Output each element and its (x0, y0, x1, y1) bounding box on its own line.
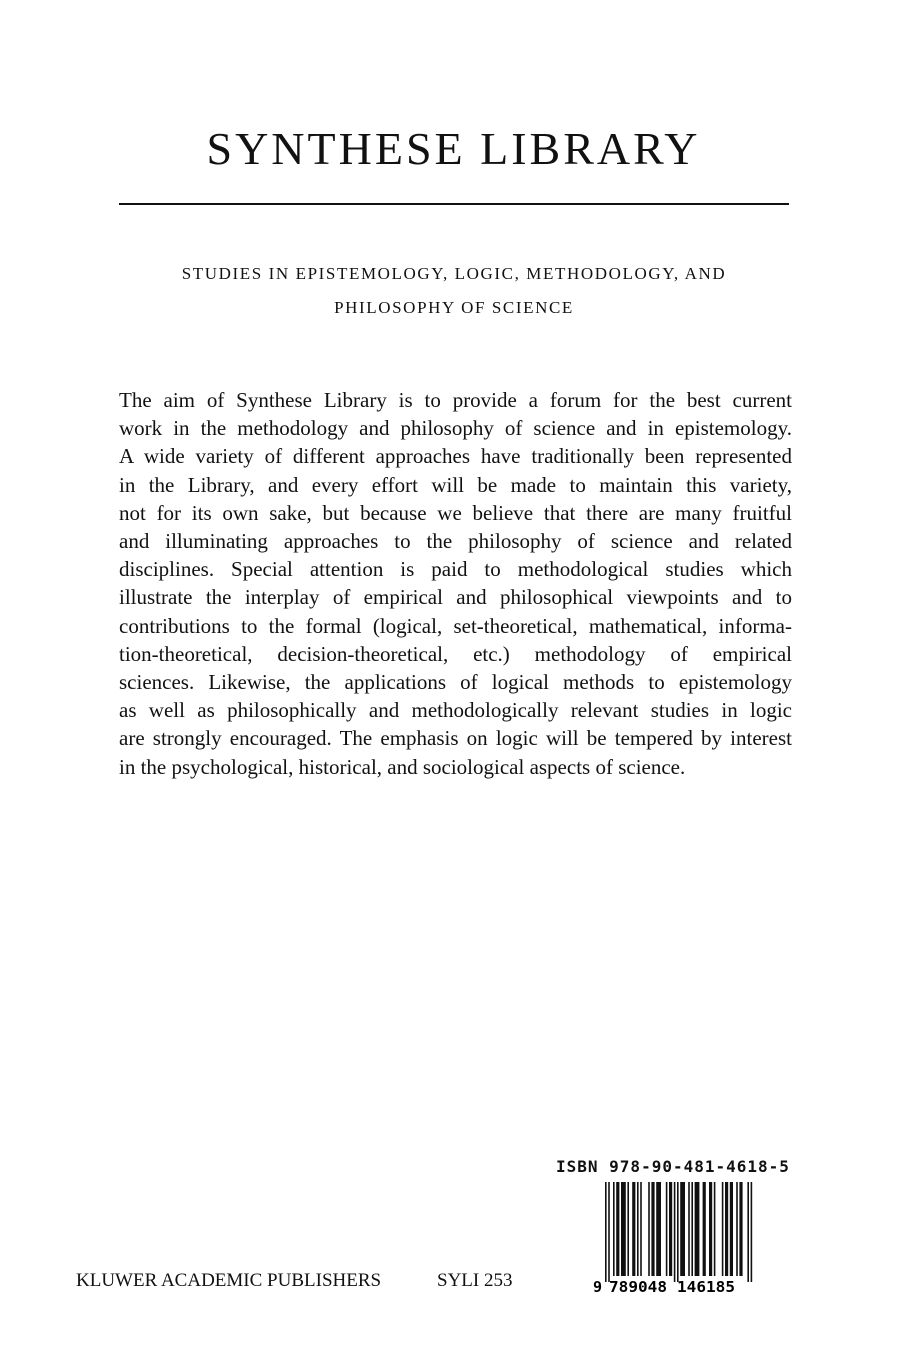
description-line: and illuminating approaches to the philosophy of science and related (119, 529, 792, 554)
barcode-bar (703, 1182, 706, 1276)
description-line: The aim of Synthese Library is to provide a forum for the best current (119, 388, 792, 412)
description-line: sciences. Likewise, the applications of logical methods to epistemology (119, 670, 792, 695)
barcode-bar (714, 1182, 716, 1276)
description-line: A wide variety of different approaches have traditionally been represented (119, 444, 792, 469)
barcode-bar (722, 1182, 724, 1276)
barcode-bar (637, 1182, 639, 1276)
series-description (119, 386, 792, 781)
description-line: illustrate the interplay of empirical and philosophical viewpoints and to (119, 585, 792, 610)
barcode-bar (632, 1182, 635, 1276)
isbn-label: ISBN 978-90-481-4618-5 (556, 1157, 790, 1176)
barcode-bar (677, 1182, 679, 1282)
barcode-bar (736, 1182, 738, 1276)
description-line: tion-theoretical, decision-theoretical, etc.) methodology of empirical (119, 641, 792, 666)
description-line: as well as philosophically and methodologically relevant studies in logic (119, 698, 792, 723)
series-code: SYLI 253 (437, 1270, 513, 1291)
barcode-bar (669, 1182, 672, 1276)
description-line: disciplines. Special attention is paid to methodological studies which (119, 557, 792, 582)
series-subtitle (119, 257, 789, 325)
barcode-bar (695, 1182, 700, 1276)
description-line: contributions to the formal (logical, set-theoretical, mathematical, informa- (119, 613, 792, 638)
description-line: in the Library, and every effort will be made to maintain this variety, (119, 472, 792, 497)
barcode-bar (730, 1182, 733, 1276)
series-title: SYNTHESE LIBRARY (206, 123, 701, 174)
subtitle-line-1: STUDIES IN EPISTEMOLOGY, LOGIC, METHODOLOGY, AND (181, 264, 727, 283)
barcode-bar (666, 1182, 668, 1276)
barcode-bar (674, 1182, 676, 1282)
barcode-bar (739, 1182, 742, 1276)
barcode-bars (605, 1182, 752, 1282)
barcode-bar (621, 1182, 626, 1276)
description-line: in the psychological, historical, and sociological aspects of science. (119, 754, 686, 779)
barcode-bar (725, 1182, 728, 1276)
barcode-bar (691, 1182, 693, 1276)
barcode-bar (656, 1182, 661, 1276)
barcode-graphic (593, 1180, 753, 1296)
isbn-barcode (593, 1180, 753, 1296)
barcode-bar (627, 1182, 629, 1276)
barcode-left-digits: 789048 (609, 1278, 667, 1296)
description-line: are strongly encouraged. The emphasis on logic will be tempered by interest (119, 726, 792, 751)
barcode-bar (688, 1182, 690, 1276)
barcode-bar (640, 1182, 642, 1276)
barcode-bar (651, 1182, 654, 1276)
barcode-bar (648, 1182, 650, 1276)
barcode-bar (680, 1182, 685, 1276)
barcode-bar (608, 1182, 610, 1282)
barcode-bar (747, 1182, 749, 1282)
title-divider (119, 203, 789, 205)
barcode-bar (709, 1182, 712, 1276)
barcode-bar (751, 1182, 753, 1282)
description-line: work in the methodology and philosophy of science and in epistemology. (119, 416, 792, 441)
barcode-bar (605, 1182, 607, 1282)
barcode-bar (616, 1182, 619, 1276)
barcode-right-digits: 146185 (677, 1278, 735, 1296)
publisher-name: KLUWER ACADEMIC PUBLISHERS (76, 1270, 382, 1291)
subtitle-line-2: PHILOSOPHY OF SCIENCE (334, 298, 574, 317)
barcode-bar (613, 1182, 615, 1276)
barcode-lead-digit: 9 (593, 1278, 603, 1296)
description-line: not for its own sake, but because we believe that there are many fruitful (119, 500, 792, 525)
